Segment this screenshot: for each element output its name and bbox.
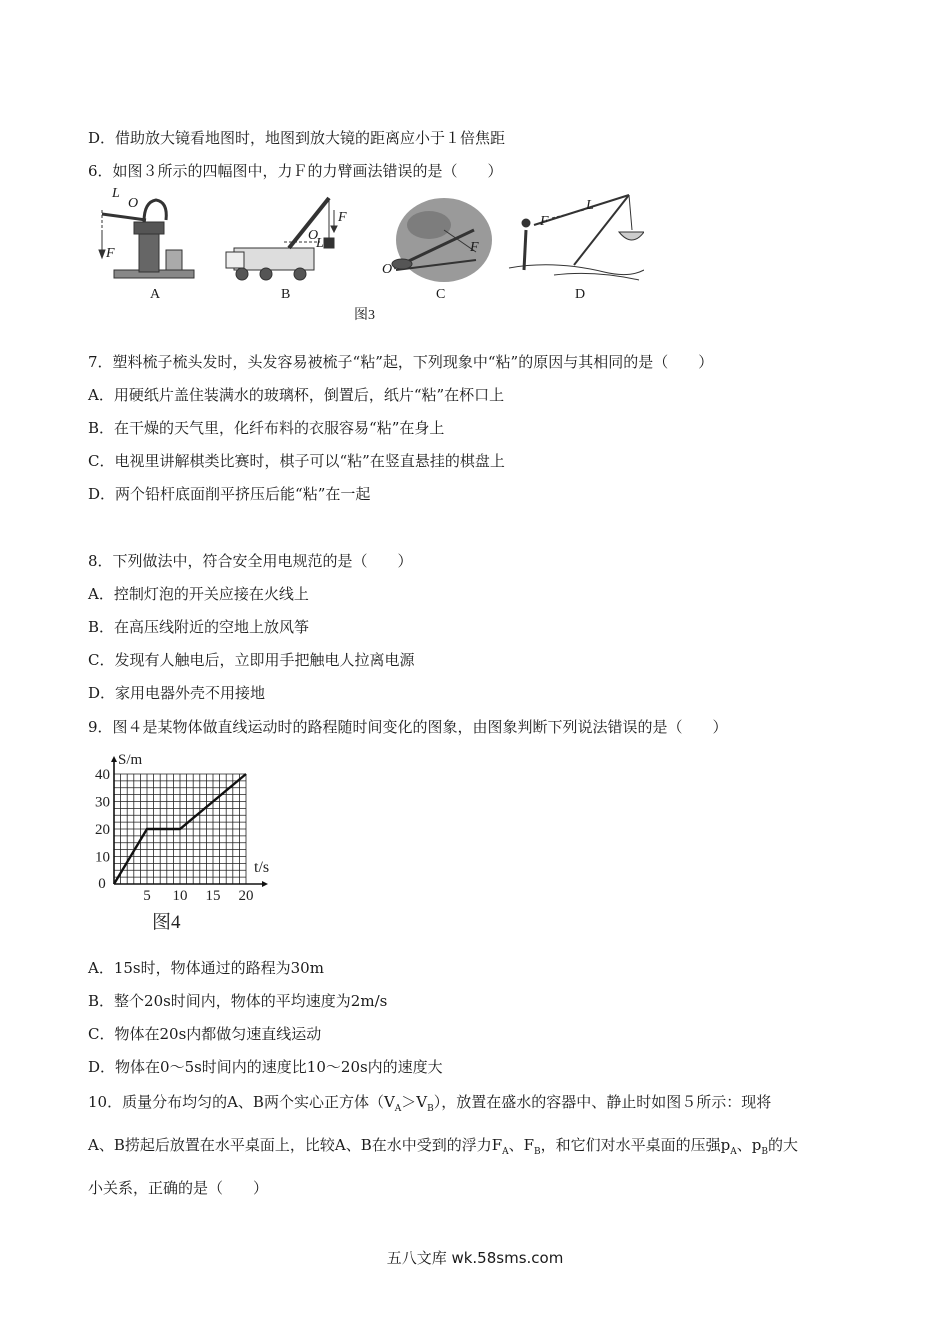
y-tick-label: 10	[95, 849, 110, 866]
q10-sep-2: 、p	[736, 1136, 762, 1154]
x-tick-label: 0	[98, 876, 106, 892]
q10-text-1b: ），放置在盛水的容器中、静止时如图５所示：现将	[433, 1093, 772, 1111]
q10-gt: ＞V	[401, 1093, 428, 1111]
q10-text-2a: A、B捞起后放置在水平桌面上，比较A、B在水中受到的浮力F	[88, 1136, 503, 1154]
q9-stem: 9．图４是某物体做直线运动时的路程随时间变化的图象，由图象判断下列说法错误的是（ ）	[88, 718, 728, 736]
panel-d-symbol-f: F	[540, 214, 549, 229]
figure-3-caption: 图3	[354, 308, 375, 323]
q7-option-c: C．电视里讲解棋类比赛时，棋子可以“粘”在竖直悬挂的棋盘上	[88, 452, 505, 470]
q10-text-2b: ，和它们对水平桌面的压强p	[540, 1136, 731, 1154]
q9-option-b: B．整个20s时间内，物体的平均速度为2m/s	[88, 992, 388, 1010]
panel-d-lever-drawing	[509, 195, 644, 280]
q10-sep-1: 、F	[508, 1136, 535, 1154]
q8-option-d: D．家用电器外壳不用接地	[88, 684, 266, 702]
q9-option-a: A．15s时，物体通过的路程为30m	[88, 959, 324, 977]
figure-3	[84, 186, 644, 323]
panel-a-label: A	[150, 287, 161, 302]
panel-a-pump-drawing	[99, 200, 194, 278]
x-tick-label: 5	[143, 888, 151, 904]
q10-text-2c: 的大	[768, 1136, 799, 1154]
chart-title: 图4	[152, 912, 181, 933]
y-tick-label: 30	[95, 794, 110, 811]
panel-d-symbol-l: L	[586, 198, 594, 213]
x-tick-label: 20	[238, 888, 254, 904]
q8-stem: 8．下列做法中，符合安全用电规范的是（ ）	[88, 552, 413, 570]
x-tick-label: 15	[205, 888, 221, 904]
q7-option-b: B．在干燥的天气里，化纤布料的衣服容易“粘”在身上	[88, 419, 445, 437]
y-tick-label: 40	[95, 767, 110, 783]
q10-sub-pa: A	[730, 1147, 737, 1157]
x-axis-arrow	[262, 881, 268, 887]
q10-sub-va: A	[394, 1104, 402, 1114]
q7-option-d: D．两个铅杆底面削平挤压后能“粘”在一起	[88, 485, 371, 503]
x-axis-label: t/s	[254, 859, 270, 876]
q10-sub-vb: B	[427, 1104, 434, 1114]
q8-option-c: C．发现有人触电后，立即用手把触电人拉离电源	[88, 651, 415, 669]
q9-option-c: C．物体在20s内都做匀速直线运动	[88, 1025, 322, 1043]
figure-3-drawings	[84, 190, 644, 290]
panel-b-symbol-l: L	[316, 236, 324, 251]
x-tick-label: 10	[172, 888, 188, 904]
q10-sub-pb: B	[761, 1147, 769, 1157]
panel-c-label: C	[436, 287, 446, 302]
panel-c-symbol-f: F	[470, 240, 479, 255]
q7-option-a: A．用硬纸片盖住装满水的玻璃杯，倒置后，纸片“粘”在杯口上	[88, 386, 505, 404]
q6-stem: 6．如图３所示的四幅图中，力Ｆ的力臂画法错误的是（ ）	[88, 162, 503, 180]
q8-option-a: A．控制灯泡的开关应接在火线上	[88, 585, 309, 603]
q10-stem	[88, 1084, 864, 1206]
y-axis-label: S/m	[118, 752, 143, 768]
q8-option-b: B．在高压线附近的空地上放风筝	[88, 618, 310, 636]
y-axis-arrow	[111, 756, 117, 762]
panel-b-symbol-o: O	[308, 228, 319, 243]
page-footer: 五八文库 wk.58sms.com	[386, 1249, 564, 1267]
q9-option-d: D．物体在0～5s时间内的速度比10～20s内的速度大	[88, 1058, 443, 1076]
panel-b-symbol-f: F	[338, 210, 347, 225]
q7-stem: 7．塑料梳子梳头发时，头发容易被梳子“粘”起，下列现象中“粘”的原因与其相同的是（ ）	[88, 353, 714, 371]
figure-4-svg	[88, 748, 288, 938]
q10-text-1: 10．质量分布均匀的A、B两个实心正方体（V	[88, 1093, 395, 1111]
q10-text-3: 小关系，正确的是（ ）	[88, 1179, 269, 1197]
q10-sub-fb: B	[534, 1147, 541, 1157]
q5-option-d: D．借助放大镜看地图时，地图到放大镜的距离应小于１倍焦距	[88, 129, 506, 147]
figure-4-chart	[88, 748, 288, 938]
panel-a-symbol-l: L	[112, 186, 120, 201]
panel-b-label: B	[281, 287, 291, 302]
q10-sub-fa: A	[502, 1147, 509, 1157]
panel-a-symbol-f: F	[106, 246, 115, 261]
panel-d-label: D	[575, 287, 586, 302]
panel-c-symbol-o: O	[382, 262, 393, 277]
y-tick-label: 20	[95, 822, 110, 838]
panel-a-symbol-o: O	[128, 196, 139, 211]
